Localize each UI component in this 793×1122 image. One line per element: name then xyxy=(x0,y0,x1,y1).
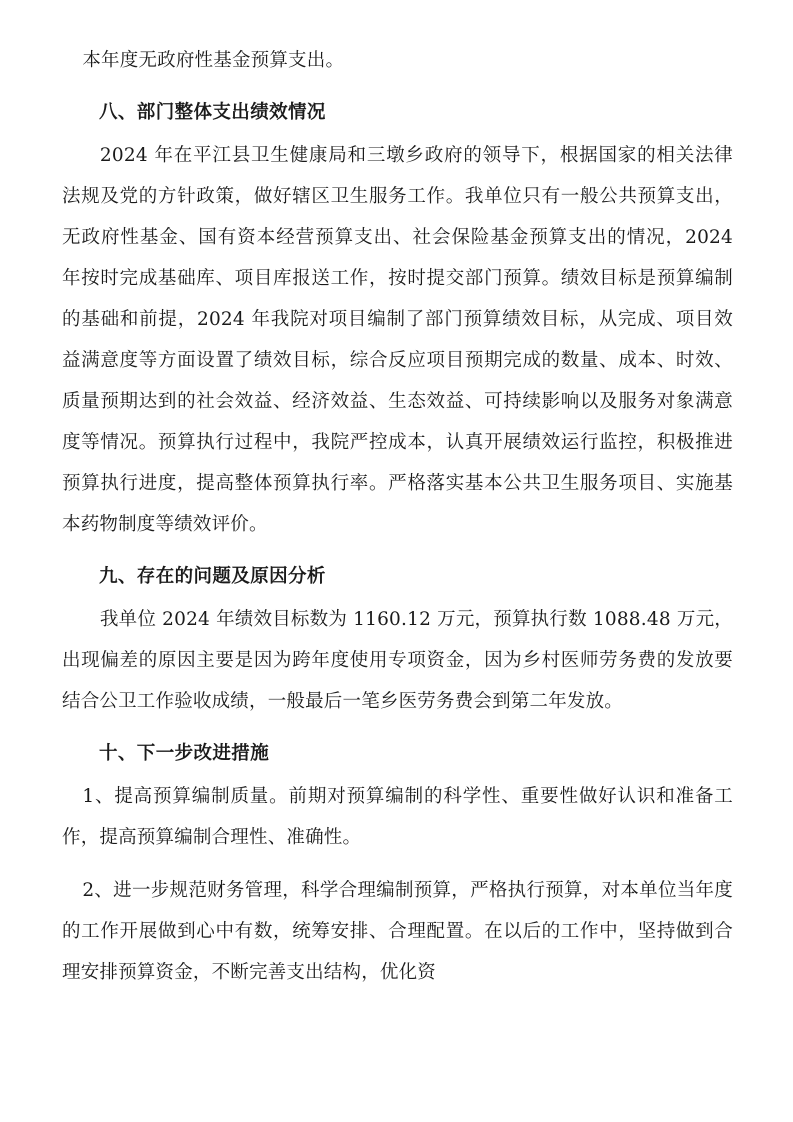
heading-section-nine: 九、存在的问题及原因分析 xyxy=(99,566,326,587)
spacer xyxy=(62,545,733,551)
spacer xyxy=(62,81,733,87)
paragraph-measure-one: 1、提高预算编制质量。前期对预算编制的科学性、重要性做好认识和准备工作，提高预算编制合理性、准确性。 xyxy=(62,786,733,848)
heading-section-ten: 十、下一步改进措施 xyxy=(99,743,270,764)
spacer xyxy=(62,858,733,870)
document-body xyxy=(62,40,733,993)
paragraph-section-eight-body: 2024 年在平江县卫生健康局和三墩乡政府的领导下，根据国家的相关法律法规及党的方针政策，做好辖区卫生服务工作。我单位只有一般公共预算支出，无政府性基金、国有资本经营预算支出、社会保险基金预算支出的情况，2024 年按时完成基础库、项目库报送工作，按时提交部门预算。绩效目标是预算编制的基础和前提，2024 年我院对项目编制了部门预算绩效目标，从完成、项目效益满意度等方面设置了绩效目标，综合反应项目预期完成的数量、成本、时效、质量预期达到的社会效益、经济效益、生态效益、可持续影响以及服务对象满意度等情况。预算执行过程中，我院严控成本，认真开展绩效运行监控，积极推进预算执行进度，提高整体预算执行率。严格落实基本公共卫生服务项目、实施基本药物制度等绩效评价。 xyxy=(62,145,733,535)
paragraph-carryover-line: 本年度无政府性基金预算支出。 xyxy=(82,50,345,71)
spacer xyxy=(62,722,733,728)
paragraph-measure-two: 2、进一步规范财务管理，科学合理编制预算，严格执行预算，对本单位当年度的工作开展做到心中有数，统筹安排、合理配置。在以后的工作中，坚持做到合理安排预算资金，不断完善支出结构，优化资 xyxy=(62,880,733,983)
paragraph-section-nine-body: 我单位 2024 年绩效目标数为 1160.12 万元，预算执行数 1088.48 万元，出现偏差的原因主要是因为跨年度使用专项资金，因为乡村医师劳务费的发放要结合公卫工作验收成绩，一般最后一笔乡医劳务费会到第二年发放。 xyxy=(62,609,733,712)
heading-section-eight: 八、部门整体支出绩效情况 xyxy=(99,102,326,123)
